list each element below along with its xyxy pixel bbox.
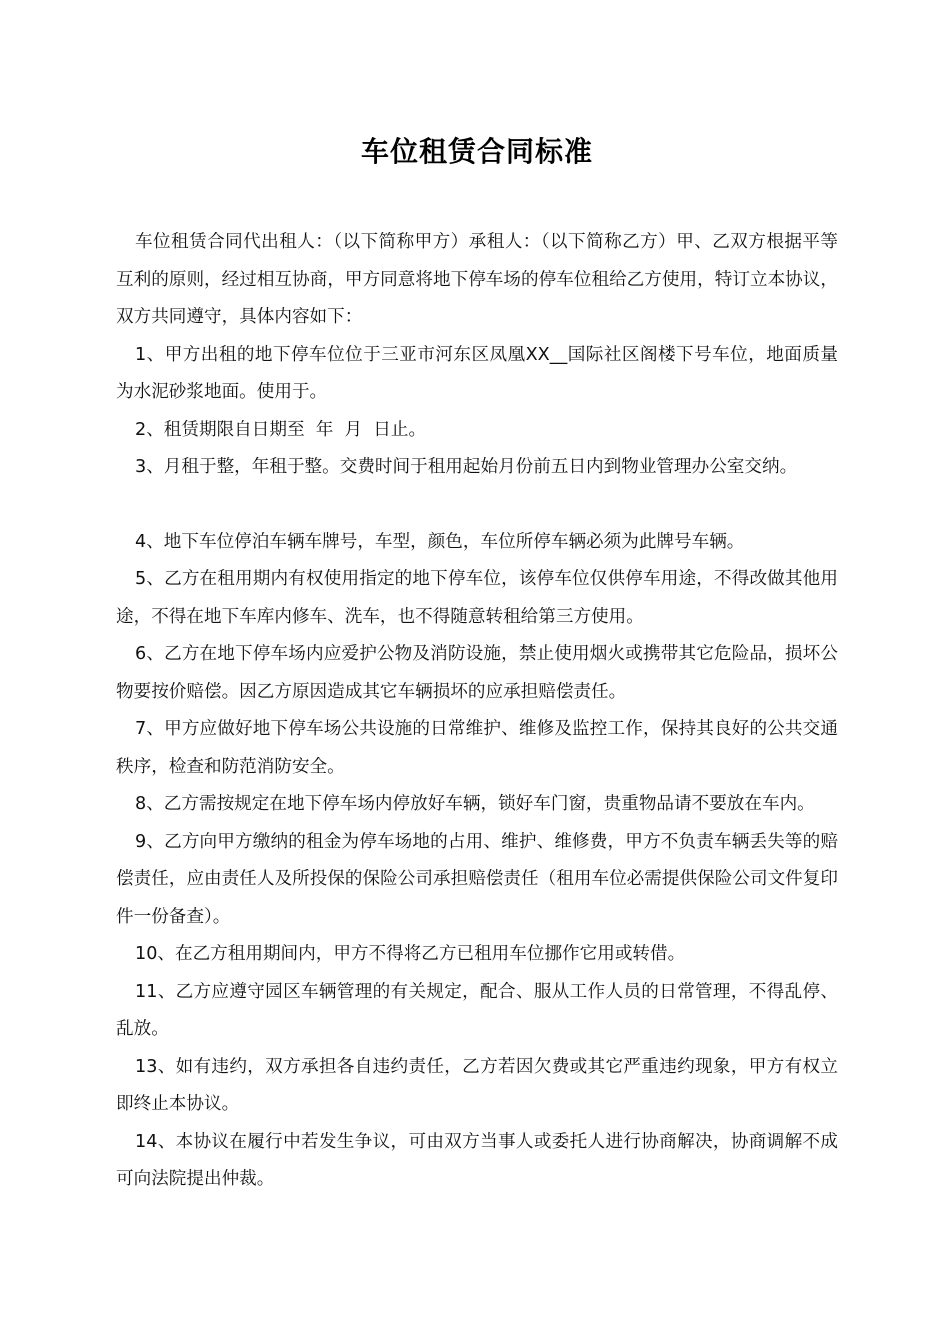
clause-1: 1、甲方出租的地下停车位位于三亚市河东区凤凰XX__国际社区阁楼下号车位，地面质量为水泥砂浆地面。使用于。 [116, 344, 838, 402]
intro-paragraph: 车位租赁合同代出租人：（以下简称甲方）承租人：（以下简称乙方）甲、乙双方根据平等互利的原则，经过相互协商，甲方同意将地下停车场的停车位租给乙方使用，特订立本协议，双方共同遵守，具体内容如下： [116, 232, 838, 327]
clause-7: 7、甲方应做好地下停车场公共设施的日常维护、维修及监控工作，保持其良好的公共交通秩序，检查和防范消防安全。 [116, 719, 838, 777]
clause-10: 10、在乙方租用期间内，甲方不得将乙方已租用车位挪作它用或转借。 [135, 944, 686, 964]
clause-4: 4、地下车位停泊车辆车牌号，车型，颜色，车位所停车辆必须为此牌号车辆。 [135, 531, 745, 552]
clause-14: 14、本协议在履行中若发生争议，可由双方当事人或委托人进行协商解决，协商调解不成可向法院提出仲裁。 [116, 1131, 838, 1189]
clause-8: 8、乙方需按规定在地下停车场内停放好车辆，锁好车门窗，贵重物品请不要放在车内。 [135, 794, 815, 814]
clause-5: 5、乙方在租用期内有权使用指定的地下停车位，该停车位仅供停车用途，不得改做其他用途，不得在地下车库内修车、洗车，也不得随意转租给第三方使用。 [116, 569, 838, 627]
clause-13: 13、如有违约，双方承担各自违约责任，乙方若因欠费或其它严重违约现象，甲方有权立即终止本协议。 [116, 1056, 838, 1114]
clause-2: 2、租赁期限自日期至 年 月 日止。 [135, 419, 427, 440]
document-title: 车位租赁合同标准 [360, 135, 593, 168]
clause-11: 11、乙方应遵守园区车辆管理的有关规定，配合、服从工作人员的日常管理，不得乱停、乱放。 [116, 981, 838, 1039]
blank-spacer [116, 487, 838, 524]
clause-9: 9、乙方向甲方缴纳的租金为停车场地的占用、维护、维修费，甲方不负责车辆丢失等的赔偿责任，应由责任人及所投保的保险公司承担赔偿责任（租用车位必需提供保险公司文件复印件一份备查）。 [116, 831, 838, 927]
clause-3: 3、月租于整，年租于整。交费时间于租用起始月份前五日内到物业管理办公室交纳。 [135, 457, 798, 477]
clause-6: 6、乙方在地下停车场内应爱护公物及消防设施，禁止使用烟火或携带其它危险品，损坏公物要按价赔偿。因乙方原因造成其它车辆损坏的应承担赔偿责任。 [116, 644, 838, 702]
